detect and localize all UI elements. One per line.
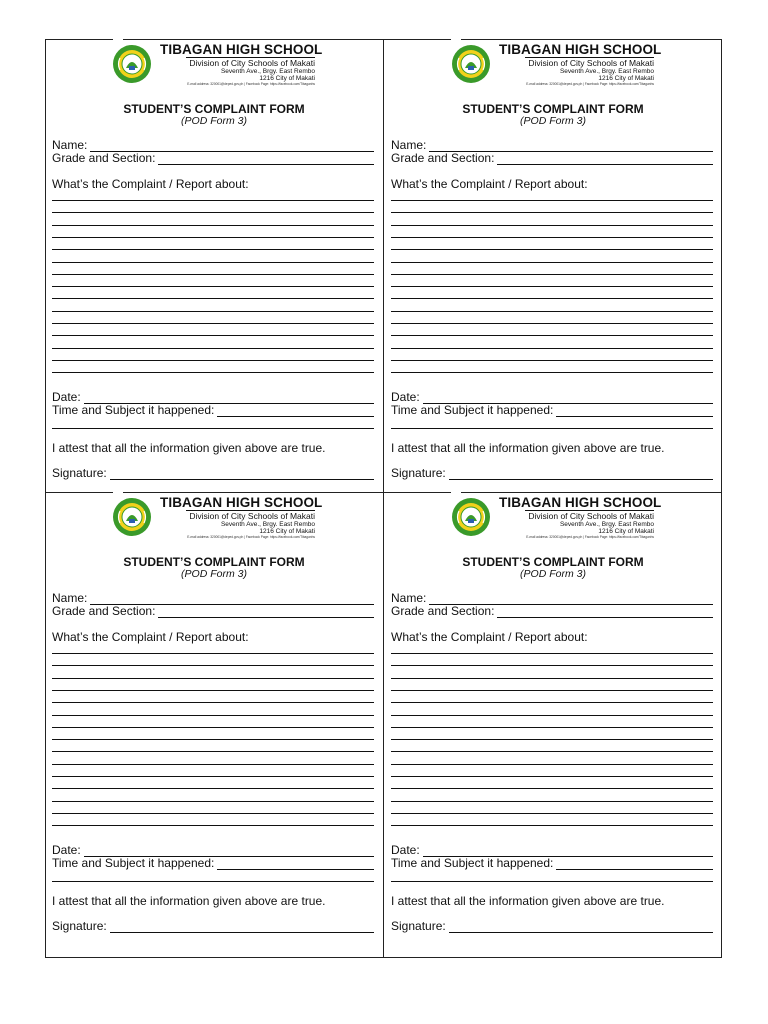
complaint-label: What’s the Complaint / Report about:: [52, 177, 249, 191]
school-seal-icon: [451, 497, 491, 537]
writing-line[interactable]: [391, 751, 713, 752]
complaint-label: What’s the Complaint / Report about:: [391, 177, 588, 191]
writing-line[interactable]: [52, 776, 374, 777]
grade-section-field[interactable]: [391, 604, 713, 618]
writing-line[interactable]: [52, 249, 374, 250]
writing-line[interactable]: [52, 311, 374, 312]
writing-line[interactable]: [391, 249, 713, 250]
time-subject-label: Time and Subject it happened:: [52, 403, 215, 417]
school-info: [160, 495, 323, 540]
form-title: STUDENT’S COMPLAINT FORM: [462, 555, 644, 569]
form-title: STUDENT’S COMPLAINT FORM: [123, 102, 305, 116]
school-seal-icon: [451, 44, 491, 84]
writing-line[interactable]: [52, 274, 374, 275]
form-subtitle: (POD Form 3): [520, 115, 586, 127]
complaint-label: What’s the Complaint / Report about:: [391, 630, 588, 644]
writing-line[interactable]: [391, 801, 713, 802]
school-name: TIBAGAN HIGH SCHOOL: [160, 495, 323, 510]
name-field[interactable]: [52, 591, 374, 605]
complaint-form-top-right: [384, 40, 722, 480]
writing-line[interactable]: [52, 262, 374, 263]
writing-line[interactable]: [52, 212, 374, 213]
writing-line[interactable]: [391, 715, 713, 716]
school-address-line1: Seventh Ave., Brgy. East Rembo: [559, 68, 654, 75]
writing-line[interactable]: [391, 262, 713, 263]
date-field[interactable]: [391, 390, 713, 404]
grade-section-line[interactable]: [158, 154, 374, 165]
school-seal-icon: [112, 497, 152, 537]
date-field[interactable]: [391, 843, 713, 857]
school-contact: E-mail address: 320001@deped.gov.ph | Facebook Page: https://facebook.com/Tibaganhs: [526, 535, 654, 539]
school-division: Division of City Schools of Makati: [186, 510, 315, 521]
writing-line[interactable]: [391, 323, 713, 324]
writing-line[interactable]: [52, 653, 374, 654]
school-info: [499, 495, 662, 540]
writing-line[interactable]: [391, 727, 713, 728]
name-label: Name:: [391, 591, 427, 605]
writing-line[interactable]: [52, 428, 374, 429]
school-address-line1: Seventh Ave., Brgy. East Rembo: [559, 521, 654, 528]
writing-line[interactable]: [52, 286, 374, 287]
complaint-form-bottom-right: [384, 493, 722, 933]
school-name: TIBAGAN HIGH SCHOOL: [499, 495, 662, 510]
writing-line[interactable]: [391, 702, 713, 703]
writing-line[interactable]: [391, 360, 713, 361]
signature-label: Signature:: [391, 919, 446, 933]
school-info: [160, 42, 323, 87]
school-contact: E-mail address: 320001@deped.gov.ph | Facebook Page: https://facebook.com/Tibaganhs: [526, 82, 654, 86]
date-label: Date:: [52, 390, 81, 404]
school-header: [384, 40, 722, 86]
school-address-line2: 1216 City of Makati: [259, 75, 315, 82]
writing-line[interactable]: [52, 788, 374, 789]
time-subject-line[interactable]: [556, 859, 713, 870]
writing-line[interactable]: [52, 225, 374, 226]
time-subject-line[interactable]: [556, 406, 713, 417]
writing-line[interactable]: [52, 739, 374, 740]
time-subject-field[interactable]: [52, 856, 374, 870]
school-header: [45, 40, 383, 86]
complaint-label: What’s the Complaint / Report about:: [52, 630, 249, 644]
signature-line[interactable]: [449, 922, 713, 933]
writing-line[interactable]: [52, 751, 374, 752]
writing-line[interactable]: [391, 298, 713, 299]
writing-line[interactable]: [391, 428, 713, 429]
signature-label: Signature:: [52, 919, 107, 933]
date-field[interactable]: [52, 390, 374, 404]
time-subject-line[interactable]: [217, 859, 374, 870]
time-subject-field[interactable]: [391, 403, 713, 417]
writing-line[interactable]: [391, 788, 713, 789]
writing-line[interactable]: [52, 678, 374, 679]
writing-line[interactable]: [391, 739, 713, 740]
writing-line[interactable]: [52, 200, 374, 201]
form-subtitle: (POD Form 3): [181, 568, 247, 580]
school-address-line2: 1216 City of Makati: [259, 528, 315, 535]
writing-line[interactable]: [391, 825, 713, 826]
time-subject-label: Time and Subject it happened:: [391, 856, 554, 870]
writing-line[interactable]: [52, 825, 374, 826]
writing-line[interactable]: [52, 727, 374, 728]
signature-field[interactable]: [52, 919, 374, 933]
complaint-form-bottom-left: [45, 493, 383, 933]
writing-line[interactable]: [52, 764, 374, 765]
form-title: STUDENT’S COMPLAINT FORM: [462, 102, 644, 116]
attest-statement: I attest that all the information given above are true.: [391, 894, 665, 908]
name-field[interactable]: [391, 591, 713, 605]
grade-section-line[interactable]: [158, 607, 374, 618]
name-label: Name:: [52, 138, 88, 152]
grade-section-field[interactable]: [52, 151, 374, 165]
attest-statement: I attest that all the information given above are true.: [52, 441, 326, 455]
school-address-line2: 1216 City of Makati: [598, 528, 654, 535]
signature-field[interactable]: [391, 466, 713, 480]
writing-line[interactable]: [52, 702, 374, 703]
signature-label: Signature:: [52, 466, 107, 480]
school-name: TIBAGAN HIGH SCHOOL: [499, 42, 662, 57]
grade-section-field[interactable]: [52, 604, 374, 618]
writing-line[interactable]: [391, 372, 713, 373]
form-subtitle: (POD Form 3): [181, 115, 247, 127]
writing-line[interactable]: [391, 335, 713, 336]
writing-line[interactable]: [391, 225, 713, 226]
school-name: TIBAGAN HIGH SCHOOL: [160, 42, 323, 57]
writing-line[interactable]: [391, 764, 713, 765]
writing-line[interactable]: [52, 813, 374, 814]
attest-statement: I attest that all the information given above are true.: [391, 441, 665, 455]
grade-section-label: Grade and Section:: [391, 151, 495, 165]
school-info: [499, 42, 662, 87]
time-subject-line[interactable]: [217, 406, 374, 417]
writing-line[interactable]: [391, 237, 713, 238]
grade-section-label: Grade and Section:: [391, 604, 495, 618]
writing-line[interactable]: [391, 212, 713, 213]
time-subject-field[interactable]: [391, 856, 713, 870]
signature-line[interactable]: [110, 922, 374, 933]
name-label: Name:: [391, 138, 427, 152]
signature-label: Signature:: [391, 466, 446, 480]
grade-section-line[interactable]: [497, 607, 713, 618]
school-division: Division of City Schools of Makati: [525, 57, 654, 68]
school-seal-icon: [112, 44, 152, 84]
writing-line[interactable]: [391, 813, 713, 814]
school-header: [384, 493, 722, 539]
writing-line[interactable]: [52, 348, 374, 349]
time-subject-label: Time and Subject it happened:: [391, 403, 554, 417]
writing-line[interactable]: [52, 801, 374, 802]
writing-line[interactable]: [52, 881, 374, 882]
grade-section-label: Grade and Section:: [52, 151, 156, 165]
writing-line[interactable]: [52, 298, 374, 299]
school-address-line1: Seventh Ave., Brgy. East Rembo: [220, 521, 315, 528]
school-contact: E-mail address: 320001@deped.gov.ph | Facebook Page: https://facebook.com/Tibaganhs: [187, 82, 315, 86]
writing-line[interactable]: [391, 776, 713, 777]
school-header: [45, 493, 383, 539]
time-subject-label: Time and Subject it happened:: [52, 856, 215, 870]
form-title: STUDENT’S COMPLAINT FORM: [123, 555, 305, 569]
writing-line[interactable]: [391, 311, 713, 312]
writing-line[interactable]: [391, 665, 713, 666]
writing-line[interactable]: [391, 200, 713, 201]
signature-field[interactable]: [52, 466, 374, 480]
name-label: Name:: [52, 591, 88, 605]
writing-line[interactable]: [52, 323, 374, 324]
date-field[interactable]: [52, 843, 374, 857]
writing-line[interactable]: [391, 881, 713, 882]
time-subject-field[interactable]: [52, 403, 374, 417]
school-division: Division of City Schools of Makati: [525, 510, 654, 521]
writing-line[interactable]: [52, 715, 374, 716]
writing-line[interactable]: [391, 653, 713, 654]
signature-field[interactable]: [391, 919, 713, 933]
school-division: Division of City Schools of Makati: [186, 57, 315, 68]
name-field[interactable]: [391, 138, 713, 152]
writing-line[interactable]: [52, 372, 374, 373]
name-field[interactable]: [52, 138, 374, 152]
grade-section-field[interactable]: [391, 151, 713, 165]
writing-line[interactable]: [391, 348, 713, 349]
signature-line[interactable]: [449, 469, 713, 480]
school-address-line2: 1216 City of Makati: [598, 75, 654, 82]
grade-section-line[interactable]: [497, 154, 713, 165]
writing-line[interactable]: [391, 690, 713, 691]
complaint-form-top-left: [45, 40, 383, 480]
writing-line[interactable]: [52, 335, 374, 336]
writing-line[interactable]: [391, 286, 713, 287]
form-subtitle: (POD Form 3): [520, 568, 586, 580]
grade-section-label: Grade and Section:: [52, 604, 156, 618]
signature-line[interactable]: [110, 469, 374, 480]
date-label: Date:: [391, 390, 420, 404]
writing-line[interactable]: [391, 274, 713, 275]
date-label: Date:: [52, 843, 81, 857]
writing-line[interactable]: [52, 665, 374, 666]
writing-line[interactable]: [391, 678, 713, 679]
attest-statement: I attest that all the information given above are true.: [52, 894, 326, 908]
school-address-line1: Seventh Ave., Brgy. East Rembo: [220, 68, 315, 75]
writing-line[interactable]: [52, 237, 374, 238]
school-contact: E-mail address: 320001@deped.gov.ph | Facebook Page: https://facebook.com/Tibaganhs: [187, 535, 315, 539]
writing-line[interactable]: [52, 360, 374, 361]
date-label: Date:: [391, 843, 420, 857]
writing-line[interactable]: [52, 690, 374, 691]
